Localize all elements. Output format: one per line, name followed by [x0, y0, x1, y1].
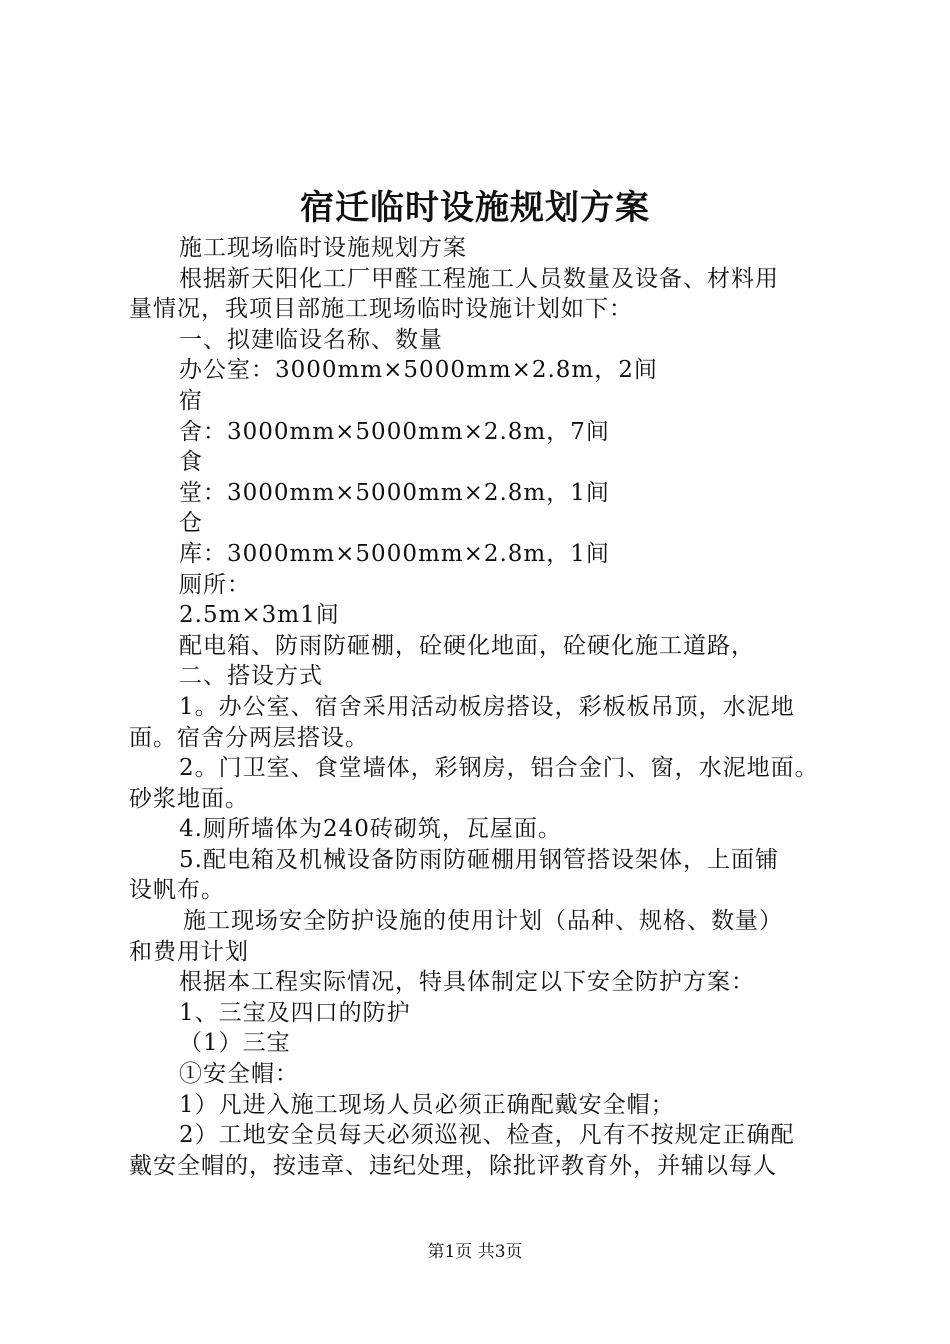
paragraph-line: 宿 [179, 387, 203, 414]
paragraph-line: 量情况，我项目部施工现场临时设施计划如下： [129, 296, 633, 323]
paragraph-line: 根据本工程实际情况，特具体制定以下安全防护方案： [179, 969, 755, 996]
paragraph-line: 1。办公室、宿舍采用活动板房搭设，彩板板吊顶，水泥地 [179, 693, 795, 720]
document-body [129, 233, 833, 1181]
paragraph-line: 仓 [179, 510, 203, 537]
paragraph-line: 堂：3000mm×5000mm×2.8m，1间 [179, 479, 610, 506]
paragraph-line: 2.5m×3m1间 [179, 602, 340, 629]
section-heading: 二、搭设方式 [179, 663, 323, 690]
paragraph-line: 厕所： [179, 571, 251, 598]
page-footer: 第1页 共3页 [427, 1242, 523, 1262]
paragraph-line: 4.厕所墙体为240砖砌筑，瓦屋面。 [179, 816, 562, 843]
paragraph-line: 设帆布。 [129, 877, 225, 904]
paragraph-line: 施工现场安全防护设施的使用计划（品种、规格、数量） [183, 908, 783, 935]
paragraph-line: 和费用计划 [129, 938, 249, 965]
paragraph-line: 舍：3000mm×5000mm×2.8m，7间 [179, 418, 610, 445]
paragraph-line: 办公室：3000mm×5000mm×2.8m，2间 [179, 357, 658, 384]
paragraph-line: 2）工地安全员每天必须巡视、检查，凡有不按规定正确配 [179, 1122, 795, 1149]
section-heading: 一、拟建临设名称、数量 [179, 326, 443, 353]
section-heading: 1、三宝及四口的防护 [179, 999, 411, 1026]
paragraph-line: 2。门卫室、食堂墙体，彩钢房，铝合金门、窗，水泥地面。 [179, 755, 819, 782]
paragraph-line: 食 [179, 449, 203, 476]
paragraph-line: 5.配电箱及机械设备防雨防砸棚用钢管搭设架体，上面铺 [179, 846, 779, 873]
document-title: 宿迁临时设施规划方案 [300, 188, 650, 228]
paragraph-line: 施工现场临时设施规划方案 [179, 235, 467, 261]
paragraph-line: 砂浆地面。 [129, 785, 249, 812]
paragraph-line: 面。宿舍分两层搭设。 [129, 724, 369, 751]
paragraph-line: 戴安全帽的，按违章、违纪处理，除批评教育外，并辅以每人 [129, 1152, 777, 1179]
paragraph-line: 库：3000mm×5000mm×2.8m，1间 [179, 540, 610, 567]
paragraph-line: 配电箱、防雨防砸棚，砼硬化地面，砼硬化施工道路， [179, 632, 755, 659]
paragraph-line: ①安全帽： [179, 1061, 299, 1088]
paragraph-line: 1）凡进入施工现场人员必须正确配戴安全帽； [179, 1091, 675, 1118]
paragraph-line: （1）三宝 [179, 1030, 291, 1057]
paragraph-line: 根据新天阳化工厂甲醛工程施工人员数量及设备、材料用 [179, 265, 779, 292]
